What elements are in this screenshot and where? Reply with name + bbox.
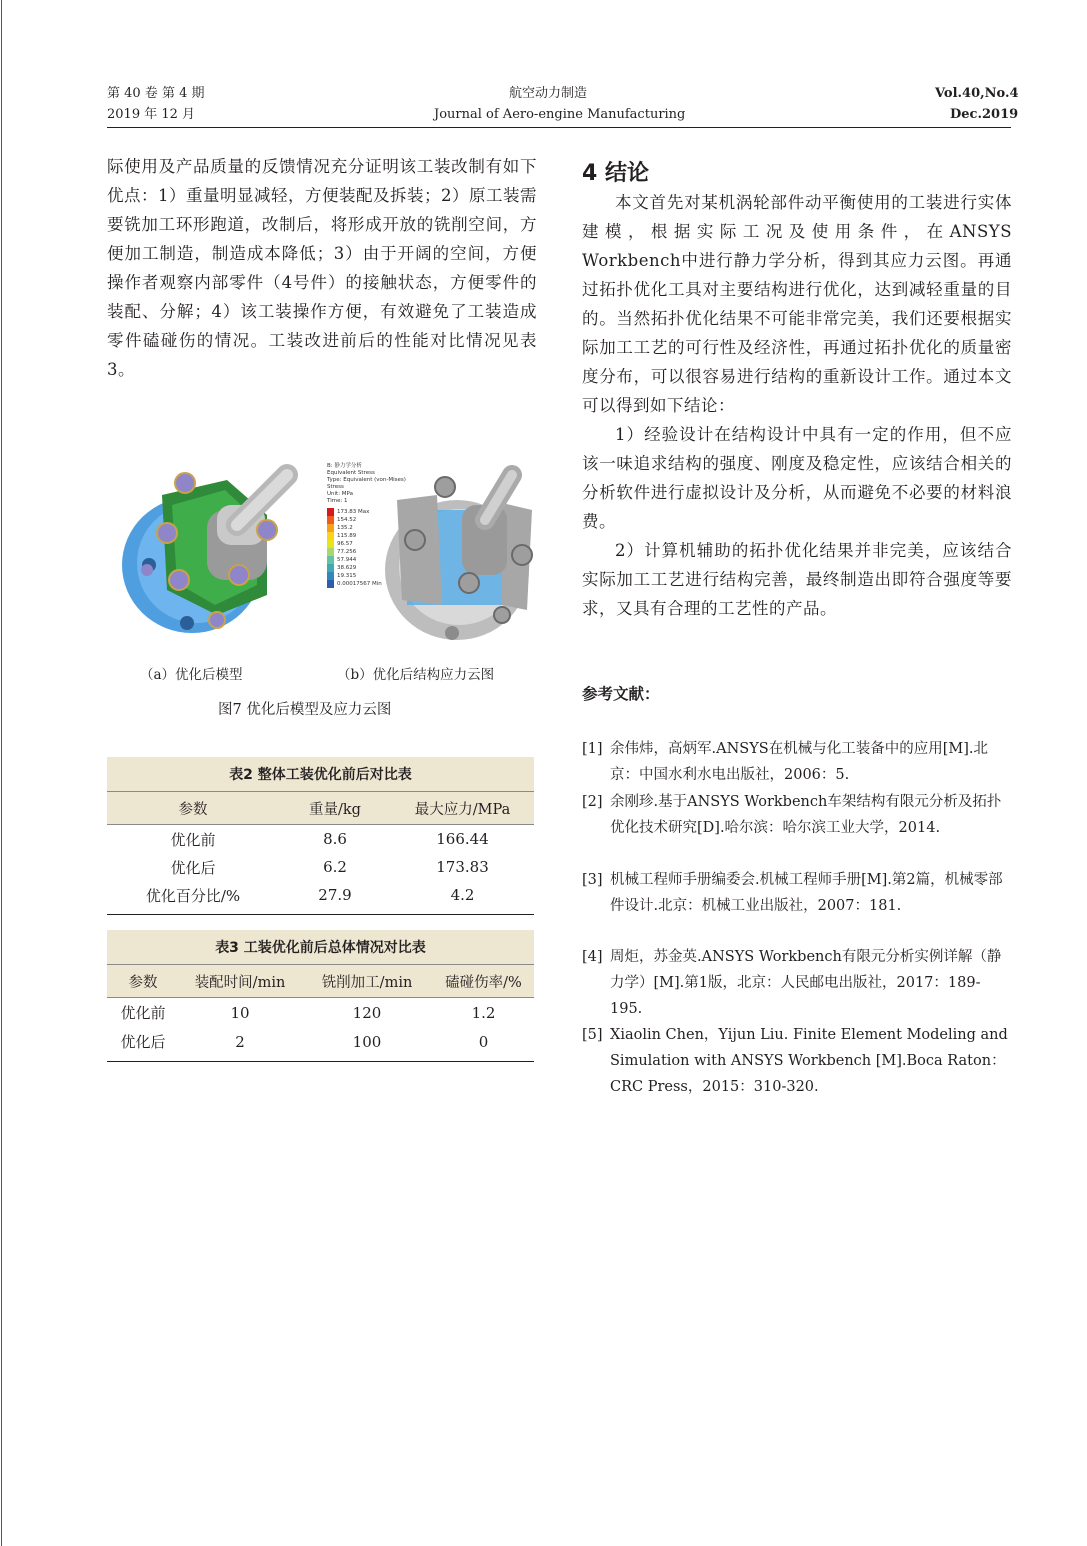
legend-swatch bbox=[327, 556, 334, 564]
table2-title: 表2 整体工装优化前后对比表 bbox=[107, 757, 534, 792]
table-cell: 120 bbox=[352, 1003, 382, 1022]
legend-swatch bbox=[327, 532, 334, 540]
table3 bbox=[107, 930, 534, 1062]
legend-swatch bbox=[327, 564, 334, 572]
legend-value: 154.52 bbox=[337, 516, 357, 523]
reference-number: [4] bbox=[582, 949, 603, 965]
legend-entry bbox=[327, 532, 407, 540]
reference-number: [3] bbox=[582, 872, 603, 888]
stress-contour-drawing bbox=[385, 475, 532, 640]
legend-entry bbox=[327, 548, 407, 556]
header-rule bbox=[107, 127, 1011, 128]
table-cell: 0 bbox=[433, 1028, 534, 1062]
table-cell: 优化前 bbox=[120, 1004, 166, 1023]
legend-entry bbox=[327, 572, 407, 580]
legend-line: Equivalent Stress bbox=[327, 470, 375, 476]
table3-header: 装配时间/min bbox=[179, 965, 301, 998]
reference-text: 余刚珍.基于ANSYS Workbench车架结构有限元分析及拓扑优化技术研究[D].哈尔滨：哈尔滨工业大学，2014. bbox=[610, 794, 1002, 836]
legend-swatch bbox=[327, 516, 334, 524]
table-cell: 100 bbox=[301, 1028, 433, 1062]
legend-value: 0.00017567 Min bbox=[337, 580, 382, 587]
legend-entry bbox=[327, 540, 407, 548]
reference-text: 余伟炜，高炳军.ANSYS在机械与化工装备中的应用[M].北京：中国水利水电出版社，2006：5. bbox=[610, 741, 988, 783]
legend-value: 19.315 bbox=[337, 572, 357, 579]
legend-swatch bbox=[327, 524, 334, 532]
legend-value: 38.629 bbox=[337, 564, 357, 571]
table3-title: 表3 工装优化前后总体情况对比表 bbox=[107, 930, 534, 965]
legend-swatch bbox=[327, 580, 334, 588]
conclusion-text bbox=[582, 188, 1012, 623]
reference-number: [2] bbox=[582, 794, 603, 810]
conclusion-paragraph: 本文首先对某机涡轮部件动平衡使用的工装进行实体建模，根据实际工况及使用条件，在ANSYS Workbench中进行静力学分析，得到其应力云图。再通过拓扑优化工具对主要结构进行优化，达到减轻重量的目的。当然拓扑优化结果不可能非常完美，我们还要根据实际加工工艺的可行性及经济性，再通过拓扑优化的质量密度分布，可以很容易进行结构的重新设计工作。通过本文可以得到如下结论： bbox=[582, 193, 1012, 415]
table3-header: 磕碰伤率/% bbox=[433, 965, 534, 998]
legend-entry bbox=[327, 556, 407, 564]
header-journal-en: Journal of Aero-engine Manufacturing bbox=[434, 107, 686, 122]
table-cell: 优化百分比/% bbox=[107, 881, 279, 915]
optimized-model-drawing bbox=[122, 473, 287, 633]
table-row bbox=[107, 825, 534, 854]
table-cell: 10 bbox=[230, 1003, 250, 1022]
legend-line: Unit: MPa bbox=[327, 491, 353, 497]
references-title: 参考文献： bbox=[582, 685, 660, 703]
figure7-caption-a: （a）优化后模型 bbox=[140, 667, 243, 683]
table-row bbox=[107, 853, 534, 881]
reference-text: 机械工程师手册编委会.机械工程师手册[M].第2篇，机械零部件设计.北京：机械工业出版社，2007：181. bbox=[610, 872, 1003, 914]
legend-entry bbox=[327, 516, 407, 524]
legend-scale bbox=[327, 508, 407, 588]
table-cell: 优化后 bbox=[170, 858, 216, 877]
table-cell: 优化后 bbox=[107, 1028, 179, 1062]
table-row bbox=[107, 1028, 534, 1062]
table-cell: 1.2 bbox=[471, 1003, 496, 1022]
table2-header: 最大应力/MPa bbox=[391, 792, 534, 825]
header-dec: Dec.2019 bbox=[950, 107, 1019, 122]
legend-entry bbox=[327, 508, 407, 516]
conclusion-paragraph: 2）计算机辅助的拓扑优化结果并非完美，应该结合实际加工工艺进行结构完善，最终制造出即符合强度等要求，又具有合理的工艺性的产品。 bbox=[582, 541, 1012, 618]
header-date: 2019 年 12 月 bbox=[107, 107, 196, 122]
table-cell: 优化前 bbox=[170, 830, 216, 849]
legend-value: 77.256 bbox=[337, 548, 357, 555]
table-cell: 166.44 bbox=[436, 830, 489, 848]
section-title: 4 结论 bbox=[582, 161, 649, 186]
header-vol-no: Vol.40,No.4 bbox=[935, 86, 1019, 101]
legend-value: 173.83 Max bbox=[337, 508, 370, 515]
table-row bbox=[107, 881, 534, 915]
legend-value: 96.57 bbox=[337, 540, 353, 547]
reference-text: Xiaolin Chen，Yijun Liu. Finite Element Modeling and Simulation with ANSYS Workbench [M].Boca Raton：CRC Press，2015：310-320. bbox=[610, 1027, 1008, 1095]
figure7-caption: 图7 优化后模型及应力云图 bbox=[218, 702, 392, 718]
legend-entry bbox=[327, 564, 407, 572]
legend-title: B: 静力学分析 bbox=[327, 463, 362, 469]
table-cell: 2 bbox=[179, 1028, 301, 1062]
legend-swatch bbox=[327, 548, 334, 556]
table-cell: 173.83 bbox=[436, 858, 489, 876]
left-paragraph: 际使用及产品质量的反馈情况充分证明该工装改制有如下优点：1）重量明显减轻，方便装配及拆装；2）原工装需要铣加工环形跑道，改制后，将形成开放的铣削空间，方便加工制造，制造成本降低；3）由于开阔的空间，方便操作者观察内部零件（4号件）的接触状态，方便零件的装配、分解；4）该工装操作方便，有效避免了工装造成零件磕碰伤的情况。工装改进前后的性能对比情况见表3。 bbox=[107, 157, 537, 379]
stress-legend bbox=[327, 463, 407, 588]
legend-entry bbox=[327, 524, 407, 532]
table2-header: 参数 bbox=[107, 792, 279, 825]
reference-text: 周炬，苏金英.ANSYS Workbench有限元分析实例详解（静力学）[M].第1版，北京：人民邮电出版社，2017：189-195. bbox=[610, 949, 1002, 1017]
legend-value: 135.2 bbox=[337, 524, 353, 531]
table-cell: 4.2 bbox=[391, 881, 534, 915]
table3-header: 铣削加工/min bbox=[301, 965, 433, 998]
table-cell: 6.2 bbox=[323, 858, 347, 876]
table-row bbox=[107, 998, 534, 1028]
legend-value: 115.89 bbox=[337, 532, 357, 539]
table-cell: 8.6 bbox=[323, 830, 347, 848]
conclusion-paragraph: 1）经验设计在结构设计中具有一定的作用，但不应该一味追求结构的强度、刚度及稳定性，应该结合相关的分析软件进行虚拟设计及分析，从而避免不必要的材料浪费。 bbox=[582, 425, 1012, 531]
table-cell: 27.9 bbox=[279, 881, 391, 915]
reference-item bbox=[582, 1022, 1012, 1100]
table3-header: 参数 bbox=[107, 965, 179, 998]
table2 bbox=[107, 757, 534, 915]
reference-item bbox=[582, 944, 1012, 1022]
reference-item bbox=[582, 736, 1012, 788]
legend-line: Type: Equivalent (von-Mises) Stress bbox=[327, 477, 406, 490]
table2-header: 重量/kg bbox=[279, 792, 391, 825]
legend-swatch bbox=[327, 572, 334, 580]
reference-number: [1] bbox=[582, 741, 603, 757]
reference-item bbox=[582, 867, 1012, 919]
legend-value: 57.944 bbox=[337, 556, 357, 563]
header-journal-cn: 航空动力制造 bbox=[509, 86, 588, 101]
legend-line: Time: 1 bbox=[327, 498, 348, 504]
reference-item bbox=[582, 789, 1012, 841]
figure7-caption-b: （b）优化后结构应力云图 bbox=[337, 667, 495, 683]
figure7-image bbox=[107, 455, 537, 660]
legend-entry bbox=[327, 580, 407, 588]
legend-swatch bbox=[327, 540, 334, 548]
header-volume: 第 40 卷 第 4 期 bbox=[107, 86, 205, 101]
reference-number: [5] bbox=[582, 1027, 603, 1043]
legend-swatch bbox=[327, 508, 334, 516]
